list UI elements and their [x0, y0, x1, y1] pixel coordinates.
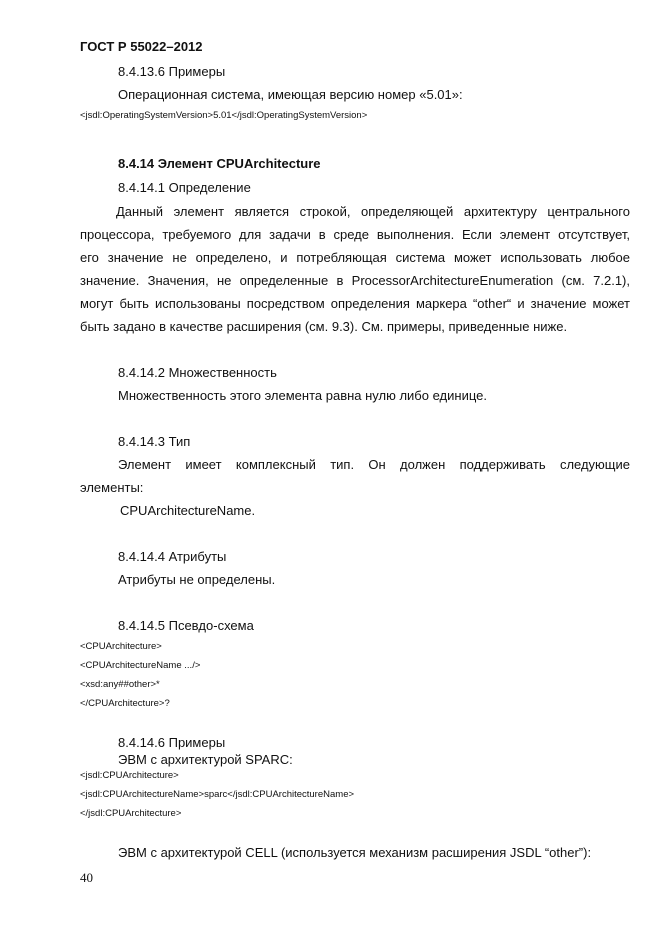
definition-line-5: могут быть использованы посредством определения маркера “other“ и значение может — [80, 296, 630, 311]
section-heading-8-4-14-2: 8.4.14.2 Множественность — [118, 365, 277, 380]
schema-line: </CPUArchitecture>? — [80, 698, 170, 709]
definition-line-2: процессора, требуемого для задачи в среде выполнения. Если элемент отсутствует, — [80, 227, 630, 242]
document-header: ГОСТ Р 55022–2012 — [80, 39, 203, 54]
type-line-2: элементы: — [80, 480, 144, 495]
definition-line-3: его значение не определено, и потребляющая система может использовать любое — [80, 250, 630, 265]
section-heading-8-4-14-4: 8.4.14.4 Атрибуты — [118, 549, 227, 564]
paragraph: Множественность этого элемента равна нулю либо единице. — [118, 388, 487, 403]
definition-line-1: Данный элемент является строкой, определяющей архитектуру центрального — [116, 204, 630, 219]
section-heading-8-4-14-1: 8.4.14.1 Определение — [118, 180, 251, 195]
type-line-1: Элемент имеет комплексный тип. Он должен поддерживать следующие — [118, 457, 630, 472]
section-heading-8-4-13-6: 8.4.13.6 Примеры — [118, 64, 226, 79]
code-line: <jsdl:CPUArchitecture> — [80, 770, 179, 781]
section-heading-8-4-14-6: 8.4.14.6 Примеры — [118, 735, 226, 750]
schema-line: <CPUArchitectureName .../> — [80, 660, 201, 671]
section-heading-8-4-14-5: 8.4.14.5 Псевдо-схема — [118, 618, 254, 633]
code-line: <jsdl:CPUArchitectureName>sparc</jsdl:CPUArchitectureName> — [80, 789, 355, 800]
page-number: 40 — [80, 870, 93, 885]
paragraph: ЭВМ с архитектурой SPARC: — [118, 752, 293, 767]
definition-line-6: быть задано в качестве расширения (см. 9.3). См. примеры, приведенные ниже. — [80, 319, 568, 334]
paragraph: ЭВМ с архитектурой CELL (используется механизм расширения JSDL “other”): — [118, 845, 592, 860]
schema-line: <CPUArchitecture> — [80, 641, 162, 652]
paragraph: Атрибуты не определены. — [118, 572, 276, 587]
code-line: </jsdl:CPUArchitecture> — [80, 808, 182, 819]
section-heading-8-4-14: 8.4.14 Элемент CPUArchitecture — [118, 156, 321, 171]
type-element: CPUArchitectureName. — [120, 503, 256, 518]
schema-line: <xsd:any##other>* — [80, 679, 160, 690]
definition-line-4: значение. Значения, не определенные в ProcessorArchitectureEnumeration (см. 7.2.1), — [80, 273, 630, 288]
section-heading-8-4-14-3: 8.4.14.3 Тип — [118, 434, 191, 449]
code-line: <jsdl:OperatingSystemVersion>5.01</jsdl:OperatingSystemVersion> — [80, 110, 368, 121]
paragraph: Операционная система, имеющая версию номер «5.01»: — [118, 87, 463, 102]
